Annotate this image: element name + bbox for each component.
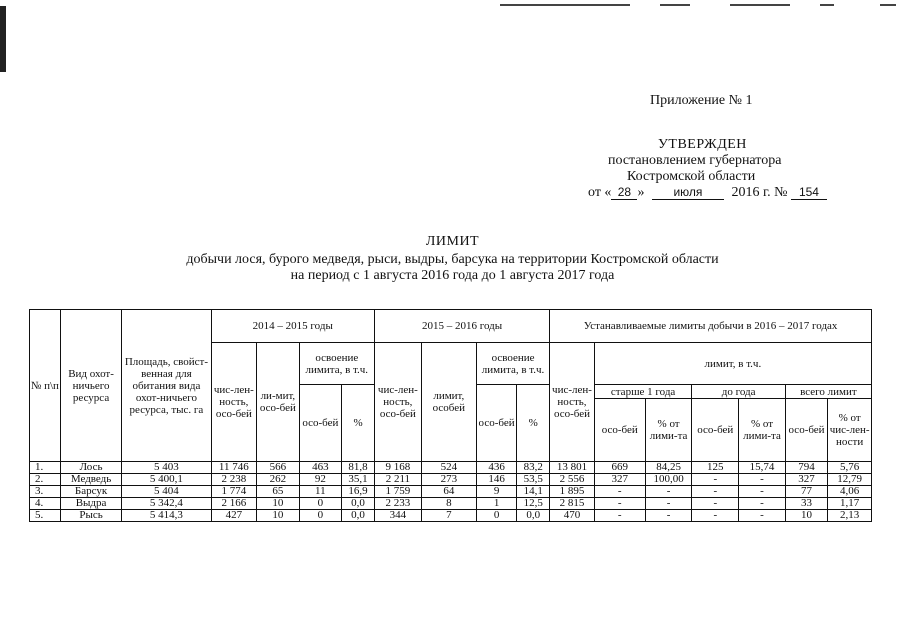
header-percent: % <box>517 385 550 462</box>
date-year: 2016 г. № <box>731 185 788 200</box>
table-cell: - <box>692 498 739 510</box>
table-cell: Выдра <box>60 498 122 510</box>
appendix-label: Приложение № 1 <box>650 93 753 108</box>
header-individuals: осо-бей <box>299 385 341 462</box>
header-limit: ли-мит, осо-бей <box>257 343 299 462</box>
header-individuals: осо-бей <box>692 399 739 462</box>
scan-dash <box>880 4 896 6</box>
scan-edge-mark <box>0 6 6 72</box>
table-cell: 524 <box>421 462 476 474</box>
table-cell: 0 <box>299 498 341 510</box>
table-cell: 470 <box>550 510 595 522</box>
table-cell: 1,17 <box>828 498 872 510</box>
table-cell: - <box>645 498 692 510</box>
date-day: 28 <box>611 186 637 200</box>
table-cell: 1 895 <box>550 486 595 498</box>
table-cell: 327 <box>785 474 827 486</box>
header-count: чис-лен-ность, осо-бей <box>550 343 595 462</box>
table-cell: 1. <box>30 462 61 474</box>
table-cell: 13 801 <box>550 462 595 474</box>
table-cell: 3. <box>30 486 61 498</box>
table-cell: 273 <box>421 474 476 486</box>
document-title: ЛИМИТ <box>425 234 480 249</box>
header-num: № п\п <box>30 310 61 462</box>
header-area: Площадь, свойст-венная для обитания вида охот-ничьего ресурса, тыс. га <box>122 310 211 462</box>
table-cell: 566 <box>257 462 299 474</box>
table-cell: 463 <box>299 462 341 474</box>
table-cell: 2 233 <box>375 498 422 510</box>
table-cell: 4,06 <box>828 486 872 498</box>
header-individuals: осо-бей <box>594 399 645 462</box>
scan-dash <box>730 4 790 6</box>
table-cell: 0,0 <box>517 510 550 522</box>
table-row <box>30 498 872 510</box>
table-cell: 12,79 <box>828 474 872 486</box>
document-subtitle: добычи лося, бурого медведя, рыси, выдры, барсука на территории Костромской области <box>186 252 719 267</box>
table-cell: 2 556 <box>550 474 595 486</box>
table-row <box>30 486 872 498</box>
table-cell: 2 815 <box>550 498 595 510</box>
table-cell: - <box>645 486 692 498</box>
table-cell: - <box>645 510 692 522</box>
table-cell: 5 403 <box>122 462 211 474</box>
table-cell: 427 <box>211 510 257 522</box>
header-individuals: осо-бей <box>785 399 827 462</box>
table-cell: 669 <box>594 462 645 474</box>
header-percent-of-limit: % от лими-та <box>645 399 692 462</box>
header-percent: % <box>342 385 375 462</box>
decree-date-line <box>588 185 827 201</box>
table-cell: 11 <box>299 486 341 498</box>
table-cell: 35,1 <box>342 474 375 486</box>
scan-dash <box>820 4 834 6</box>
table-cell: 11 746 <box>211 462 257 474</box>
table-cell: 794 <box>785 462 827 474</box>
table-cell: - <box>692 486 739 498</box>
table-cell: 146 <box>476 474 516 486</box>
table-cell: 83,2 <box>517 462 550 474</box>
header-count: чис-лен-ность, осо-бей <box>211 343 257 462</box>
header-limit-including: лимит, в т.ч. <box>594 343 871 385</box>
table-cell: 33 <box>785 498 827 510</box>
table-cell: 14,1 <box>517 486 550 498</box>
table-row <box>30 474 872 486</box>
table-cell: 0 <box>299 510 341 522</box>
table-cell: 2,13 <box>828 510 872 522</box>
table-cell: Рысь <box>60 510 122 522</box>
scan-dash <box>500 4 630 6</box>
decree-line-2: Костромской области <box>627 169 756 184</box>
table-cell: 84,25 <box>645 462 692 474</box>
header-older-than-1: старше 1 года <box>594 385 692 399</box>
table-cell: 0,0 <box>342 498 375 510</box>
header-period-2015-2016: 2015 – 2016 годы <box>375 310 550 343</box>
table-cell: 10 <box>257 498 299 510</box>
table-cell: 0 <box>476 510 516 522</box>
table-cell: 7 <box>421 510 476 522</box>
table-cell: 1 759 <box>375 486 422 498</box>
decree-number: 154 <box>791 186 827 200</box>
table-cell: 53,5 <box>517 474 550 486</box>
table-cell: 344 <box>375 510 422 522</box>
table-cell: 2. <box>30 474 61 486</box>
table-cell: 64 <box>421 486 476 498</box>
table-cell: 81,8 <box>342 462 375 474</box>
table-cell: 5 342,4 <box>122 498 211 510</box>
table-cell: 1 774 <box>211 486 257 498</box>
table-cell: 262 <box>257 474 299 486</box>
table-cell: 2 166 <box>211 498 257 510</box>
header-individuals: осо-бей <box>476 385 516 462</box>
table-cell: 5 404 <box>122 486 211 498</box>
date-mid: » <box>637 185 645 200</box>
table-cell: - <box>739 510 786 522</box>
table-row <box>30 462 872 474</box>
table-cell: - <box>739 486 786 498</box>
header-usage: освоение лимита, в т.ч. <box>476 343 549 385</box>
header-limit: лимит, особей <box>421 343 476 462</box>
header-period-2016-2017: Устанавливаемые лимиты добычи в 2016 – 2017 годах <box>550 310 872 343</box>
table-cell: 12,5 <box>517 498 550 510</box>
table-cell: 5,76 <box>828 462 872 474</box>
header-species: Вид охот-ничьего ресурса <box>60 310 122 462</box>
header-count: чис-лен-ность, осо-бей <box>375 343 422 462</box>
table-cell: 5. <box>30 510 61 522</box>
table-cell: - <box>692 474 739 486</box>
document-period: на период с 1 августа 2016 года до 1 августа 2017 года <box>290 268 615 283</box>
table-cell: 4. <box>30 498 61 510</box>
table-cell: - <box>739 498 786 510</box>
table-cell: - <box>594 498 645 510</box>
table-cell: Лось <box>60 462 122 474</box>
table-cell: - <box>739 474 786 486</box>
table-cell: - <box>692 510 739 522</box>
header-percent-of-count: % от чис-лен-ности <box>828 399 872 462</box>
header-usage: освоение лимита, в т.ч. <box>299 343 374 385</box>
header-period-2014-2015: 2014 – 2015 годы <box>211 310 375 343</box>
table-cell: 9 <box>476 486 516 498</box>
decree-line-1: постановлением губернатора <box>608 153 782 168</box>
table-row <box>30 510 872 522</box>
limits-table <box>29 309 872 522</box>
header-under-1: до года <box>692 385 785 399</box>
table-cell: - <box>594 486 645 498</box>
date-prefix: от « <box>588 185 612 200</box>
table-cell: 0,0 <box>342 510 375 522</box>
table-cell: Барсук <box>60 486 122 498</box>
table-cell: 10 <box>257 510 299 522</box>
table-cell: 10 <box>785 510 827 522</box>
table-cell: 77 <box>785 486 827 498</box>
table-cell: 92 <box>299 474 341 486</box>
table-cell: 125 <box>692 462 739 474</box>
table-cell: 65 <box>257 486 299 498</box>
table-cell: 436 <box>476 462 516 474</box>
table-cell: Медведь <box>60 474 122 486</box>
table-cell: 327 <box>594 474 645 486</box>
table-cell: 2 211 <box>375 474 422 486</box>
date-month: июля <box>652 186 724 200</box>
table-cell: 2 238 <box>211 474 257 486</box>
table-cell: 16,9 <box>342 486 375 498</box>
table-cell: 9 168 <box>375 462 422 474</box>
table-cell: 1 <box>476 498 516 510</box>
approved-label: УТВЕРЖДЕН <box>658 137 747 152</box>
table-cell: 8 <box>421 498 476 510</box>
table-cell: 5 400,1 <box>122 474 211 486</box>
table-cell: 15,74 <box>739 462 786 474</box>
scan-dash <box>660 4 690 6</box>
table-cell: 100,00 <box>645 474 692 486</box>
header-total-limit: всего лимит <box>785 385 871 399</box>
header-percent-of-limit: % от лими-та <box>739 399 786 462</box>
table-cell: 5 414,3 <box>122 510 211 522</box>
table-cell: - <box>594 510 645 522</box>
